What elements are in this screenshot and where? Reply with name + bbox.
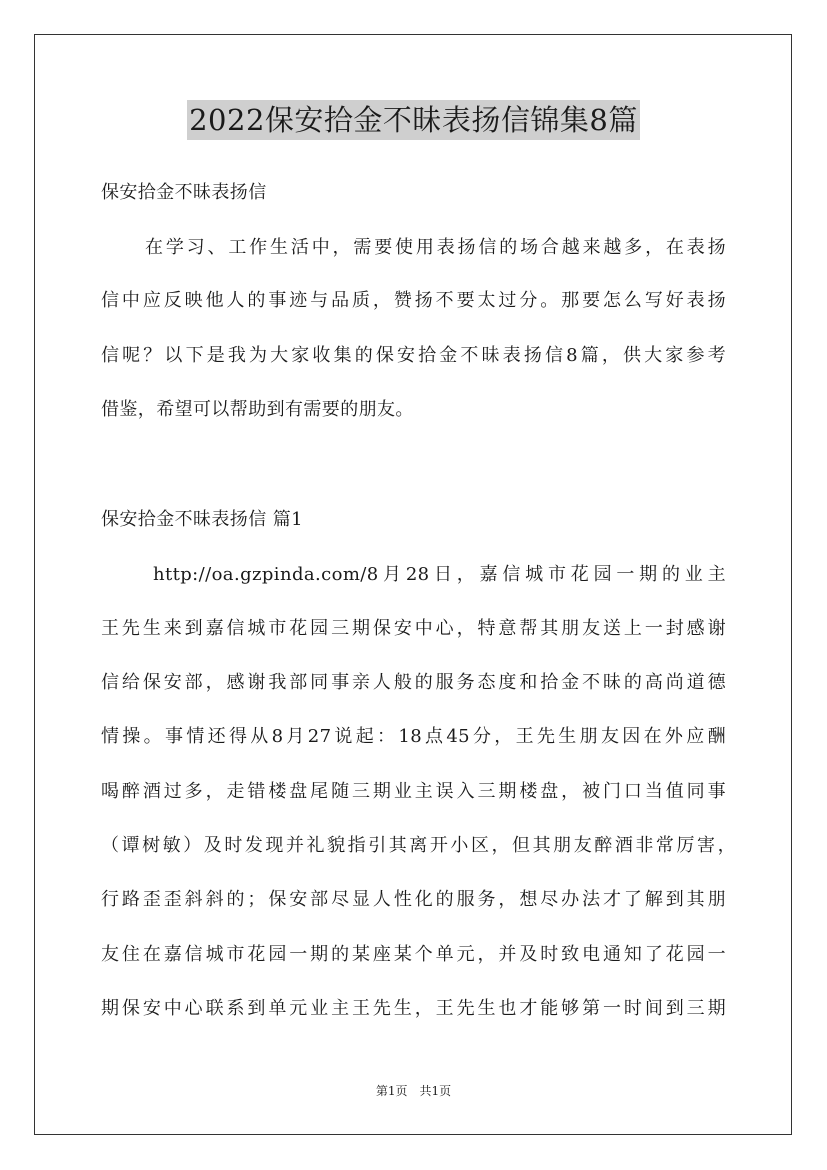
body-line-1: http://oa.gzpinda.com/8月28日，嘉信城市花园一期的业主 — [153, 564, 726, 585]
intro-line-1: 在学习、工作生活中，需要使用表扬信的场合越来越多，在表扬 — [145, 237, 726, 258]
body-line-2: 王先生来到嘉信城市花园三期保安中心，特意帮其朋友送上一封感谢 — [101, 618, 726, 639]
body-line-9: 期保安中心联系到单元业主王先生，王先生也才能够第一时间到三期 — [101, 998, 726, 1019]
body-line-5: 喝醉酒过多，走错楼盘尾随三期业主误入三期楼盘，被门口当值同事 — [101, 781, 726, 802]
document-title: 2022保安拾金不昧表扬信锦集8篇 — [187, 100, 640, 140]
body-line-4: 情操。事情还得从8月27说起：18点45分，王先生朋友因在外应酬 — [101, 726, 726, 747]
article-heading: 保安拾金不昧表扬信 篇1 — [101, 509, 303, 530]
body-line-7: 行路歪歪斜斜的；保安部尽显人性化的服务，想尽办法才了解到其朋 — [101, 889, 726, 910]
intro-line-4: 借鉴，希望可以帮助到有需要的朋友。 — [101, 399, 414, 420]
section-heading: 保安拾金不昧表扬信 — [101, 182, 267, 203]
body-line-8: 友住在嘉信城市花园一期的某座某个单元，并及时致电通知了花园一 — [101, 944, 726, 965]
page-footer: 第1页 共1页 — [375, 1084, 452, 1098]
body-line-6: （谭树敏）及时发现并礼貌指引其离开小区，但其朋友醉酒非常厉害， — [101, 835, 736, 856]
intro-line-3: 信呢？以下是我为大家收集的保安拾金不昧表扬信8篇，供大家参考 — [101, 345, 726, 366]
title-wrap — [0, 100, 827, 140]
body-line-3: 信给保安部，感谢我部同事亲人般的服务态度和拾金不昧的高尚道德 — [101, 672, 726, 693]
intro-line-2: 信中应反映他人的事迹与品质，赞扬不要太过分。那要怎么写好表扬 — [101, 290, 726, 311]
